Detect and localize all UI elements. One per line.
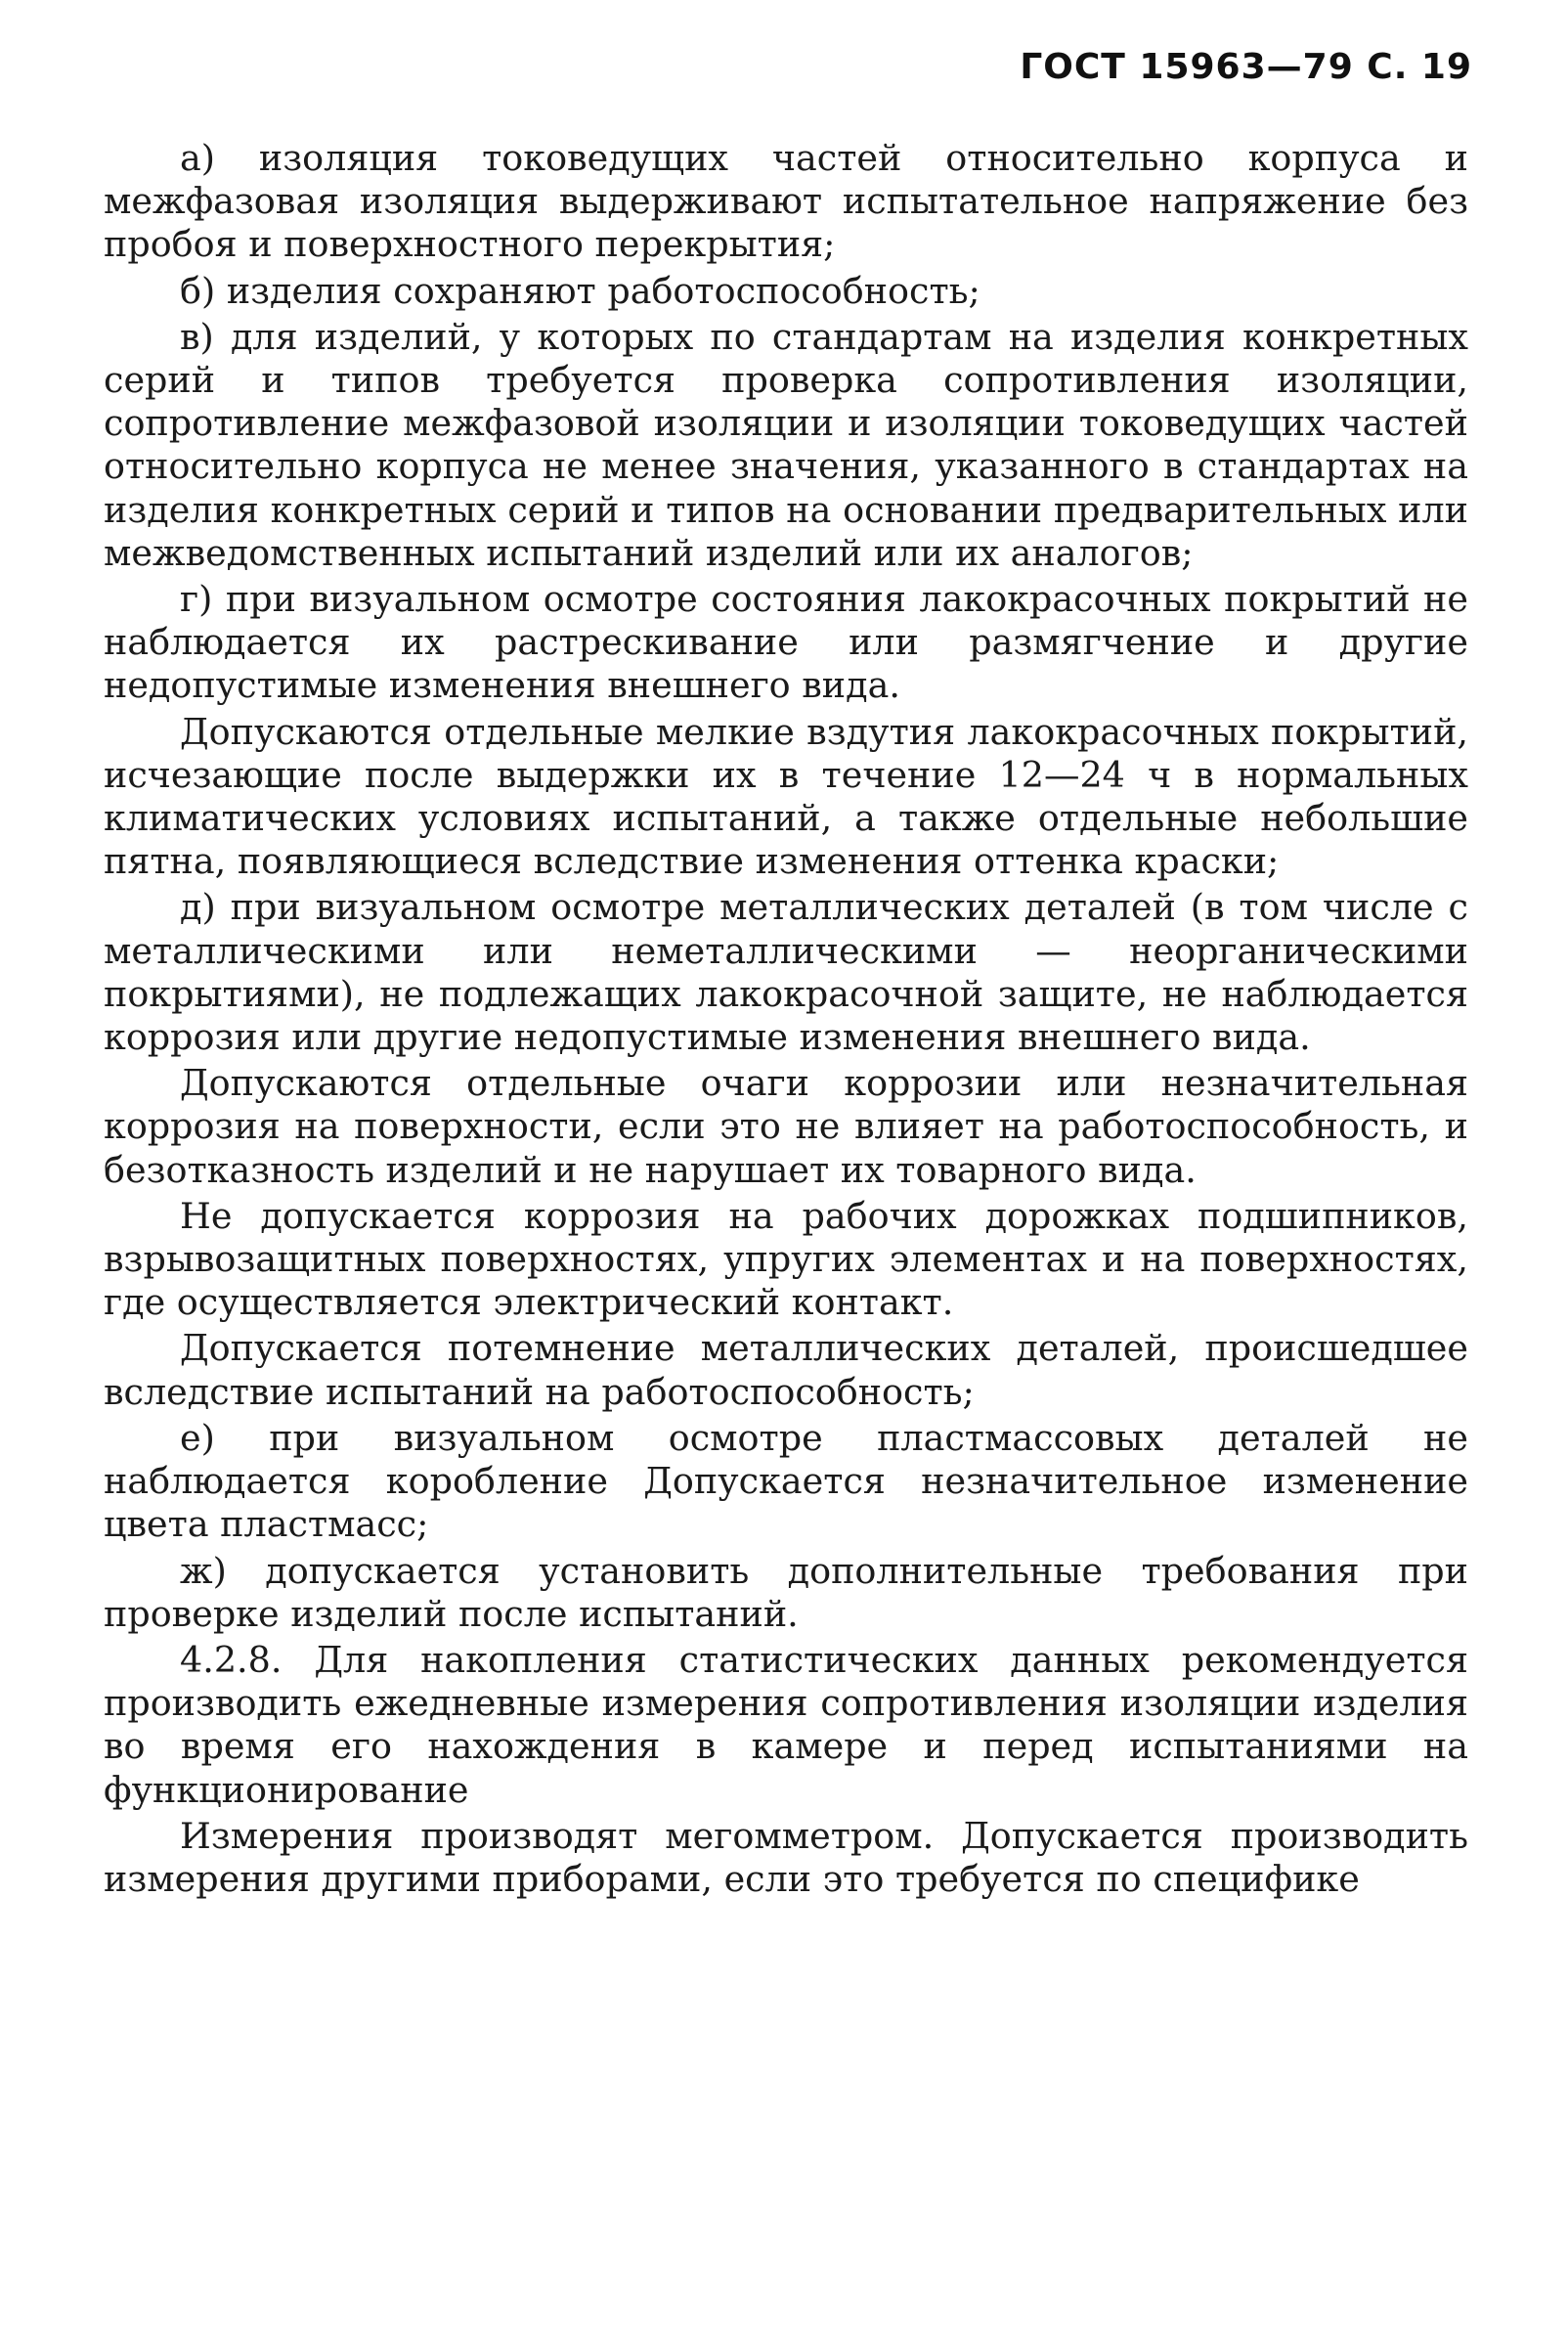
- paragraph-item-b: б) изделия сохраняют работоспособность;: [180, 269, 980, 312]
- paragraph-item-a: а) изоляция токоведущих частей относительно корпуса и межфазовая изоляция выдерживают испытательное напряжение без пробоя и поверхностного перекрытия;: [104, 137, 1468, 266]
- running-header: ГОСТ 15963—79 С. 19: [1020, 47, 1472, 87]
- paragraph-item-v: в) для изделий, у которых по стандартам на изделия конкретных серий и типов требуется проверка сопротивления изоляции, сопротивление межфазовой изоляции и изоляции токоведущих частей относительно корпуса не менее значения, указанного в стандартах на изделия конкретных серий и типов на основании предварительных или межведомственных испытаний изделий или их аналогов;: [104, 315, 1468, 574]
- paragraph-item-zh: ж) допускается установить дополнительные требования при проверке изделий после испытаний.: [104, 1549, 1468, 1635]
- paragraph-measurement: Измерения производят мегомметром. Допускается производить измерения другими приборами, если это требуется по специфике: [104, 1814, 1468, 1900]
- paragraph-coating-allowance: Допускаются отдельные мелкие вздутия лакокрасочных покрытий, исчезающие после выдержки их в течение 12—24 ч в нормальных климатических условиях испытаний, а также отдельные небольшие пятна, появляющиеся вследствие изменения оттенка краски;: [104, 710, 1468, 883]
- paragraph-item-e: е) при визуальном осмотре пластмассовых деталей не наблюдается коробление Допускается незначительное изменение цвета пластмасс;: [104, 1416, 1468, 1546]
- paragraph-darkening-allowance: Допускается потемнение металлических деталей, происшедшее вследствие испытаний на работоспособность;: [104, 1327, 1468, 1413]
- paragraph-item-d: д) при визуальном осмотре металлических деталей (в том числе с металлическими или неметаллическими — неорганическими покрытиями), не подлежащих лакокрасочной защите, не наблюдается коррозия или другие недопустимые изменения внешнего вида.: [104, 886, 1468, 1059]
- paragraph-corrosion-prohibition: Не допускается коррозия на рабочих дорожках подшипников, взрывозащитных поверхностях, упругих элементах и на поверхностях, где осуществляется электрический контакт.: [104, 1194, 1468, 1324]
- body-text: [104, 137, 1468, 1904]
- paragraph-section-4-2-8: 4.2.8. Для накопления статистических данных рекомендуется производить ежедневные измерения сопротивления изоляции изделия во время его нахождения в камере и перед испытаниями на функционирование: [104, 1638, 1468, 1811]
- paragraph-corrosion-allowance: Допускаются отдельные очаги коррозии или незначительная коррозия на поверхности, если это не влияет на работоспособность, и безотказность изделий и не нарушает их товарного вида.: [104, 1062, 1468, 1191]
- paragraph-item-g: г) при визуальном осмотре состояния лакокрасочных покрытий не наблюдается их растрескивание или размягчение и другие недопустимые изменения внешнего вида.: [104, 578, 1468, 707]
